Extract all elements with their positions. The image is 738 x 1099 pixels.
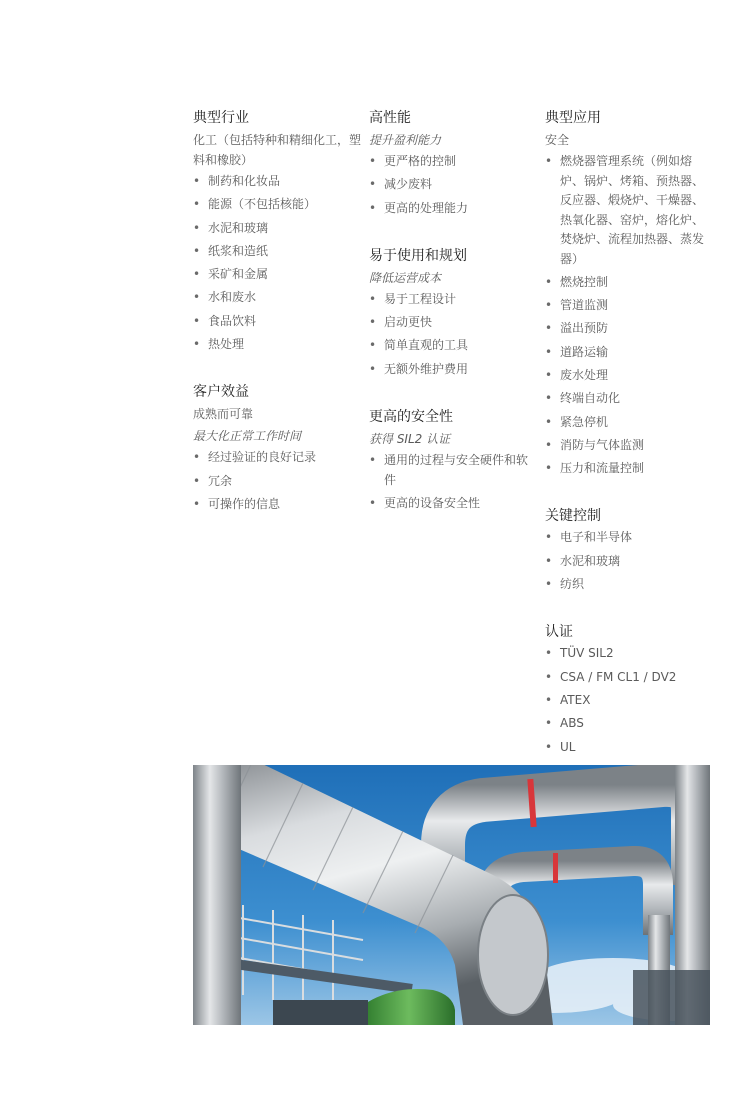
list-item: • 消防与气体监测	[545, 436, 713, 456]
list-item: • 燃烧器管理系统（例如熔炉、锅炉、烤箱、预热器、反应器、煅烧炉、干燥器、热氧化器、窑炉，熔化炉、焚烧炉、流程加热器、蒸发器）	[545, 152, 713, 269]
list-item: • 可操作的信息	[193, 495, 361, 515]
list-item: • 易于工程设计	[369, 290, 537, 310]
list-item: • 制药和化妆品	[193, 172, 361, 192]
certification-list	[545, 644, 713, 780]
list-item: • 能源（不包括核能）	[193, 195, 361, 215]
list-item: • 启动更快	[369, 313, 537, 333]
red-stripe	[553, 853, 558, 883]
column-industries	[193, 108, 361, 518]
list-item: • 减少废料	[369, 175, 537, 195]
usability-heading: 易于使用和规划	[369, 247, 467, 264]
applications-list	[545, 152, 713, 479]
key-control-heading: 关键控制	[545, 508, 601, 525]
industries-section	[193, 108, 361, 355]
applications-section	[545, 108, 713, 479]
pipes-illustration	[193, 765, 710, 1025]
list-item: • ATEX	[545, 691, 713, 711]
customer-benefits-section	[193, 382, 361, 514]
customer-benefits-sub2: 最大化正常工作时间	[193, 429, 302, 444]
list-item: • 燃烧控制	[545, 273, 713, 293]
usability-list	[369, 290, 537, 379]
list-item: • UL	[545, 738, 713, 758]
list-item: • 热处理	[193, 335, 361, 355]
safety-sub: 获得 SIL2 认证	[369, 432, 451, 447]
industries-list	[193, 172, 361, 355]
pipe-flange	[478, 895, 548, 1015]
list-item: • 水和废水	[193, 288, 361, 308]
performance-heading: 高性能	[369, 110, 411, 126]
list-item: • 更严格的控制	[369, 152, 537, 172]
list-item: • 纺织	[545, 575, 713, 595]
list-item: • 溢出预防	[545, 319, 713, 339]
industries-intro: 化工（包括特种和精细化工，塑料和橡胶）	[193, 133, 362, 167]
key-control-section	[545, 506, 713, 594]
customer-benefits-list	[193, 448, 361, 514]
list-item: • 纸浆和造纸	[193, 242, 361, 262]
safety-heading: 更高的安全性	[369, 409, 453, 426]
applications-sub: 安全	[545, 133, 570, 147]
left-column	[193, 765, 241, 1025]
list-item: • 电子和半导体	[545, 528, 713, 548]
key-control-list	[545, 528, 713, 594]
certification-section	[545, 622, 713, 780]
list-item: • 管道监测	[545, 296, 713, 316]
safety-section	[369, 407, 537, 513]
industries-heading: 典型行业	[193, 110, 249, 126]
list-item: • 无额外维护费用	[369, 360, 537, 380]
customer-benefits-heading: 客户效益	[193, 384, 249, 401]
list-item: • 通用的过程与安全硬件和软件	[369, 451, 537, 490]
list-item: • 废水处理	[545, 366, 713, 386]
list-item: • 道路运输	[545, 343, 713, 363]
list-item: • 食品饮料	[193, 312, 361, 332]
list-item: • 水泥和玻璃	[193, 219, 361, 239]
list-item: • 终端自动化	[545, 389, 713, 409]
list-item: • 压力和流量控制	[545, 459, 713, 479]
list-item: • 更高的设备安全性	[369, 494, 537, 514]
list-item: • TÜV SIL2	[545, 644, 713, 664]
certification-heading: 认证	[545, 624, 573, 641]
performance-section	[369, 108, 537, 218]
applications-heading: 典型应用	[545, 110, 601, 126]
list-item: • 紧急停机	[545, 413, 713, 433]
performance-list	[369, 152, 537, 218]
usability-section	[369, 246, 537, 379]
list-item: • ABS	[545, 714, 713, 734]
list-item: • 简单直观的工具	[369, 336, 537, 356]
list-item: • 采矿和金属	[193, 265, 361, 285]
usability-sub: 降低运营成本	[369, 270, 442, 285]
list-item: • 冗余	[193, 472, 361, 492]
steel-structure	[633, 970, 710, 1025]
steel-structure	[273, 1000, 368, 1025]
column-benefits	[369, 108, 537, 517]
list-item: • CSA / FM CL1 / DV2	[545, 668, 713, 688]
list-item: • 经过验证的良好记录	[193, 448, 361, 468]
performance-sub: 提升盈利能力	[369, 133, 442, 147]
list-item: • 水泥和玻璃	[545, 552, 713, 572]
column-applications	[545, 108, 713, 784]
safety-list	[369, 451, 537, 513]
list-item: • 更高的处理能力	[369, 199, 537, 219]
customer-benefits-sub1: 成熟而可靠	[193, 407, 254, 422]
industrial-pipes-photo	[193, 765, 710, 1025]
